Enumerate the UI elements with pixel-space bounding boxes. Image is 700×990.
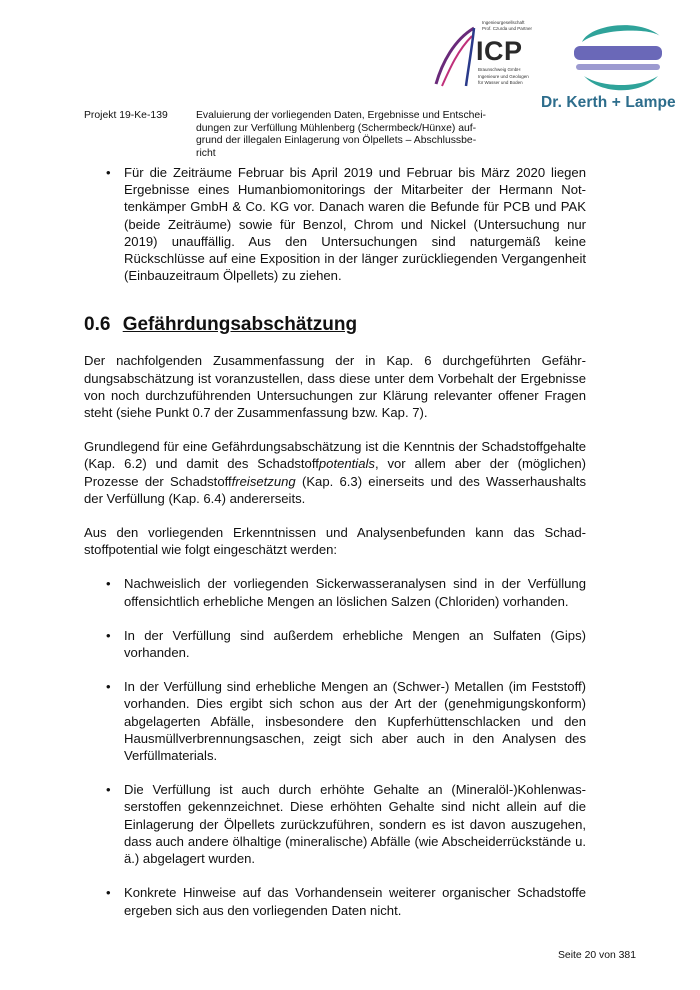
icp-wordmark: ICP bbox=[476, 36, 523, 66]
list-item bbox=[84, 884, 586, 918]
icp-tagline-2: Prof. Czurda und Partner bbox=[482, 26, 533, 31]
bullet-icon: • bbox=[106, 782, 111, 798]
emphasis: potentials bbox=[318, 456, 375, 472]
page-content bbox=[84, 164, 586, 936]
bullet-text: Für die Zeiträume Februar bis April 2019 und Februar bis März 2020 liegen Ergebnisse eines Humanbiomonitorings der Mitarbeiter der Hermann Nottenkämper GmbH & Co. KG vor. Danach waren die Befunde für PCB und PAK (beide Zeiträume) sowie für Benzol, Chrom und Nickel (Untersuchung nur 2019) unauffällig. Aus den Untersuchungen sind naturgemäß keine Rückschlüsse auf eine Exposition in der länger zurückliegenden Vergangenheit (Einbauzeitraum Ölpellets) zu ziehen. bbox=[124, 165, 586, 284]
icp-sub-2: für Wasser und Boden bbox=[478, 80, 523, 85]
kerth-lampe-name: Dr. Kerth + Lampe bbox=[541, 94, 676, 111]
icp-sub-1: Ingenieure und Geologen bbox=[478, 74, 529, 79]
project-number: Projekt 19-Ke-139 bbox=[84, 110, 168, 121]
text-run: (Kap. 6.3) einerseits und des Wasserhaushalts der Verfüllung (Kap. 6.4) andererseits. bbox=[84, 473, 586, 506]
section-number: 0.6 bbox=[84, 314, 111, 336]
page-number: Seite 20 von 381 bbox=[558, 950, 636, 961]
paragraph: Der nachfolgenden Zusammenfassung der in Kap. 6 durchgeführten Gefährdungsabschätzung ist voranzustellen, dass diese unter dem Vorbehalt der Ergebnisse von noch durchzuführenden Untersuchungen zur Klärung relevanter offener Fragen steht (siehe Punkt 0.7 der Zusammenfassung bzw. Kap. 7). bbox=[84, 353, 586, 421]
bullet-text: In der Verfüllung sind erhebliche Mengen an (Schwer-) Metallen (im Feststoff) vorhanden. Dies ergibt sich schon aus der Art der (genehmigungskonform) abgelagerten Abfälle, insbesondere den Kupferhüttenschlacken und den Hausmüllverbrennungsaschen, zeigt sich aber auch in den Analysen des Verfüllmaterials. bbox=[124, 679, 586, 764]
icp-city: Braunschweig GmbH bbox=[478, 67, 521, 72]
bullet-text: Die Verfüllung ist auch durch erhöhte Gehalte an (Mineralöl-)Kohlenwasserstoffen gekennzeichnet. Diese erhöhten Gehalte sind nicht allein auf die Einlagerung der Ölpellets zurückzuführen, sondern es ist davon auszugehen, dass auch andere ölhaltige (mineralische) Abfälle (wie Abscheiderrückstände u. ä.) abgelagert wurden. bbox=[124, 782, 586, 867]
icp-tagline-1: Ingenieurgesellschaft bbox=[482, 20, 525, 25]
paragraph bbox=[84, 438, 586, 507]
list-item bbox=[84, 164, 586, 284]
bullet-icon: • bbox=[106, 627, 111, 643]
section-title: Gefährdungsabschätzung bbox=[122, 314, 358, 336]
list-item bbox=[84, 678, 586, 764]
page-header bbox=[0, 0, 700, 159]
bullet-text: Nachweislich der vorliegenden Sickerwasseranalysen sind in der Verfüllung offensichtlich erhebliche Mengen an löslichen Salzen (Chloriden) vorhanden. bbox=[124, 576, 586, 609]
emphasis: freisetzung bbox=[231, 473, 296, 489]
kerth-lampe-emblem-icon bbox=[560, 14, 670, 104]
paragraph: Aus den vorliegenden Erkenntnissen und Analysenbefunden kann das Schadstoffpotential wie folgt eingeschätzt werden: bbox=[84, 525, 586, 558]
bullet-icon: • bbox=[106, 165, 111, 180]
list-item bbox=[84, 781, 586, 867]
bullet-text: Konkrete Hinweise auf das Vorhandensein weiterer organischer Schadstoffe ergeben sich aus den vorliegenden Daten nicht. bbox=[124, 885, 586, 918]
list-item bbox=[84, 627, 586, 661]
bullet-icon: • bbox=[106, 679, 111, 695]
bullet-icon: • bbox=[106, 576, 111, 592]
bullet-icon: • bbox=[106, 885, 111, 901]
document-title: Evaluierung der vorliegenden Daten, Ergebnisse und Entscheidungen zur Verfüllung Mühlenberg (Schermbeck/Hünxe) aufgrund der illegalen Einlagerung von Ölpellets – Abschlussbericht bbox=[196, 110, 486, 159]
list-item bbox=[84, 575, 586, 609]
section-heading bbox=[84, 314, 586, 336]
text-run: , vor allem aber der (möglichen) Prozesse der Schadstoff bbox=[84, 456, 586, 489]
bullet-text: In der Verfüllung sind außerdem erhebliche Mengen an Sulfaten (Gips) vorhanden. bbox=[124, 627, 586, 661]
text-run: Grundlegend für eine Gefährdungsabschätzung ist die Kenntnis der Schadstoffgehalte (Kap. 6.2) und damit des Schadstoff bbox=[84, 439, 586, 472]
